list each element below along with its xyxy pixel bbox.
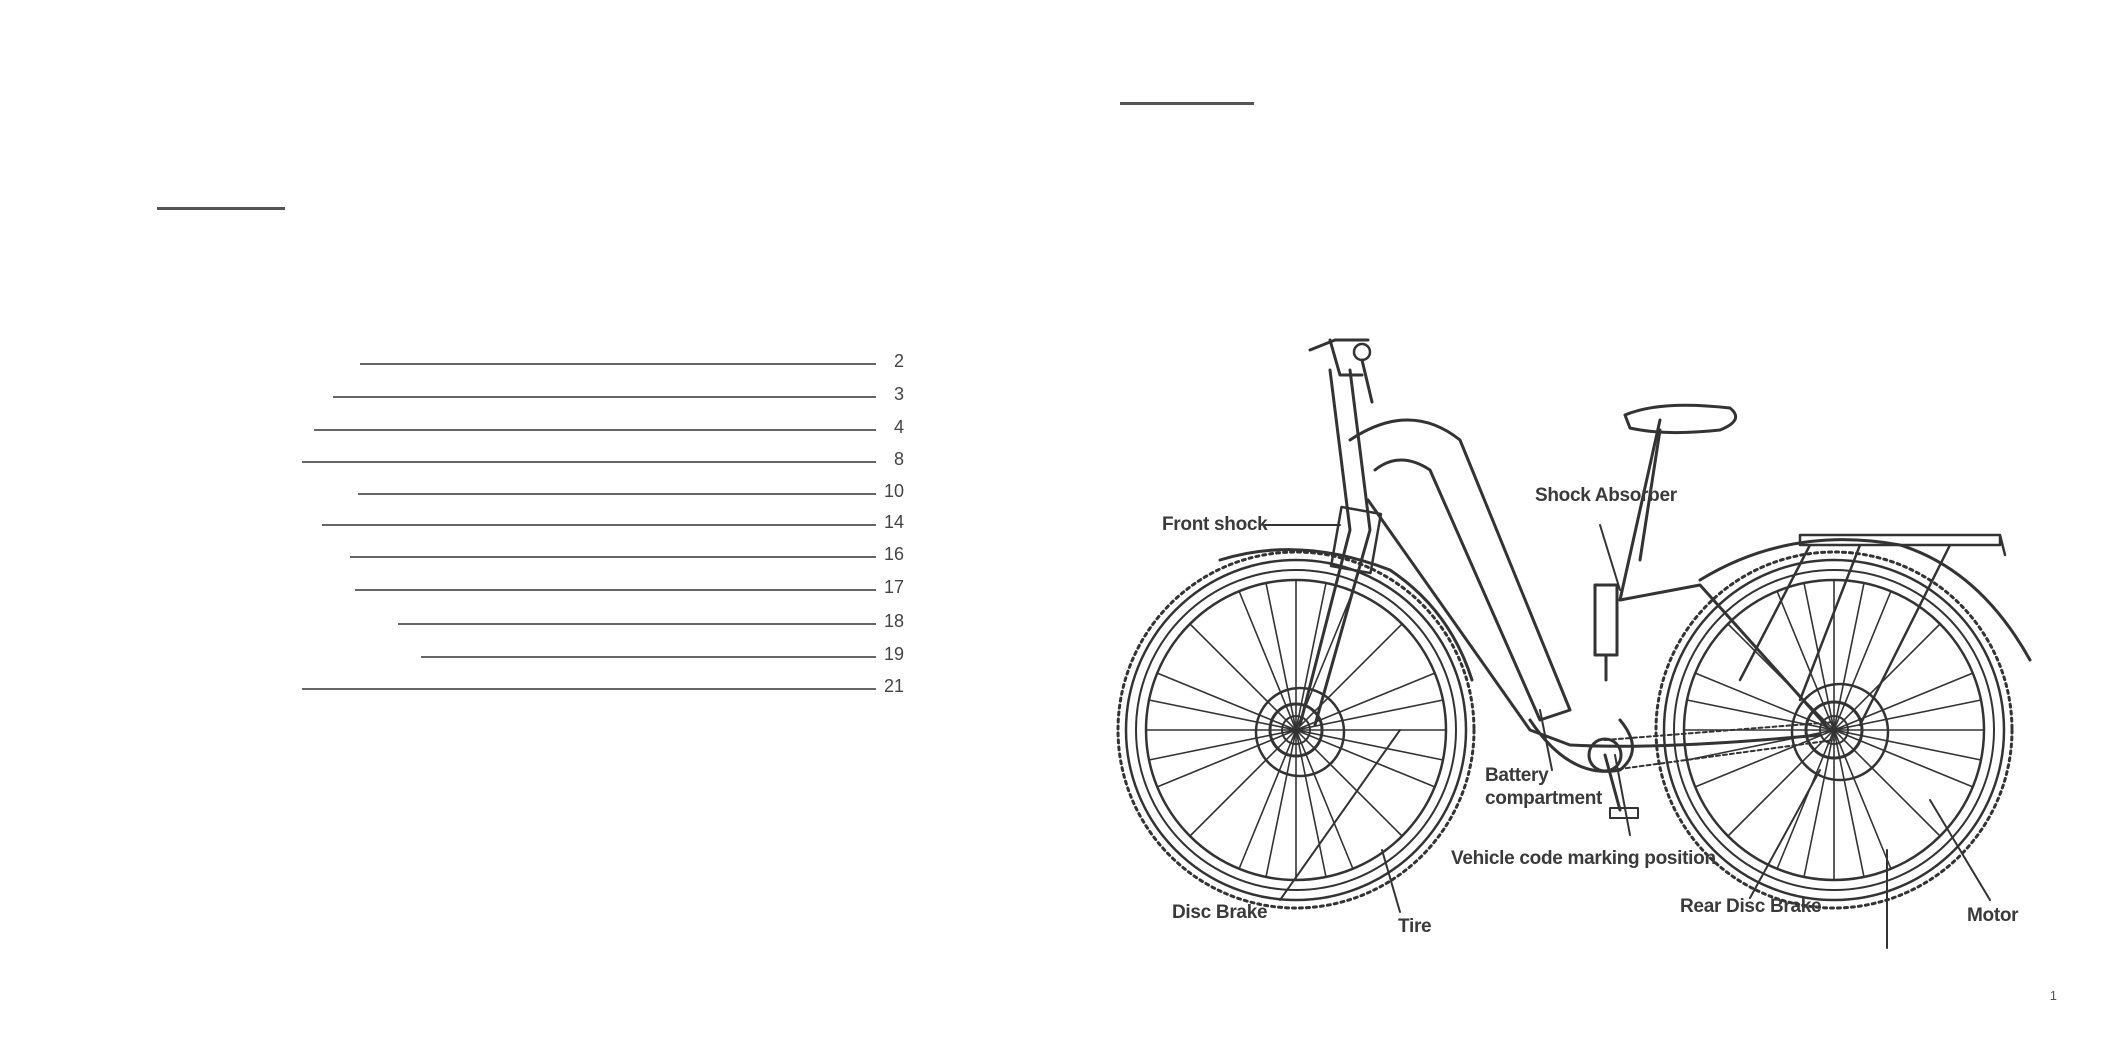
toc-page-number: 18 [884,611,905,631]
toc-leader-line [355,589,876,591]
frame-main-tube [1350,420,1570,720]
toc-leader-line [302,461,876,463]
toc-page-number: 10 [884,481,905,501]
toc-leader-line [302,688,876,690]
label-vehicle-code: Vehicle code marking position [1451,848,1716,869]
toc-leader-line [421,656,876,658]
toc-leader-line [322,524,876,526]
toc-page-number: 21 [884,676,905,696]
toc-page-number: 19 [884,644,905,664]
label-rear-disc-brake: Rear Disc Brake [1680,896,1822,917]
down-tube [1368,500,1570,745]
label-battery-compartment-line1: Battery [1485,765,1549,786]
toc-page-number: 8 [894,449,905,469]
label-motor: Motor [1967,905,2019,926]
left-title-rule [157,207,285,210]
toc-page-number: 2 [894,351,905,371]
front-wheel [1118,552,1474,908]
toc-page-number: 4 [894,417,905,437]
toc-leader-line [314,429,876,431]
label-front-shock: Front shock [1162,514,1268,535]
label-disc-brake: Disc Brake [1172,902,1268,923]
saddle [1625,405,1736,432]
label-tire: Tire [1398,916,1432,937]
toc-leader-line [398,623,876,625]
toc-page-number: 16 [884,544,905,564]
label-shock-absorber: Shock Absorber [1535,485,1677,506]
toc-page-number: 14 [884,512,905,532]
page-number: 1 [2049,988,2057,1003]
handlebar [1310,340,1372,402]
toc-leader-line [360,363,876,365]
right-title-rule [1120,102,1254,105]
toc-leader-line [333,396,876,398]
seat-tube [1620,420,1660,600]
toc-page-number: 3 [894,384,905,404]
toc-leader-line [350,556,876,558]
toc-page-number: 17 [884,577,905,597]
toc-leader-line [358,493,876,495]
label-battery-compartment-line2: compartment [1485,788,1603,809]
